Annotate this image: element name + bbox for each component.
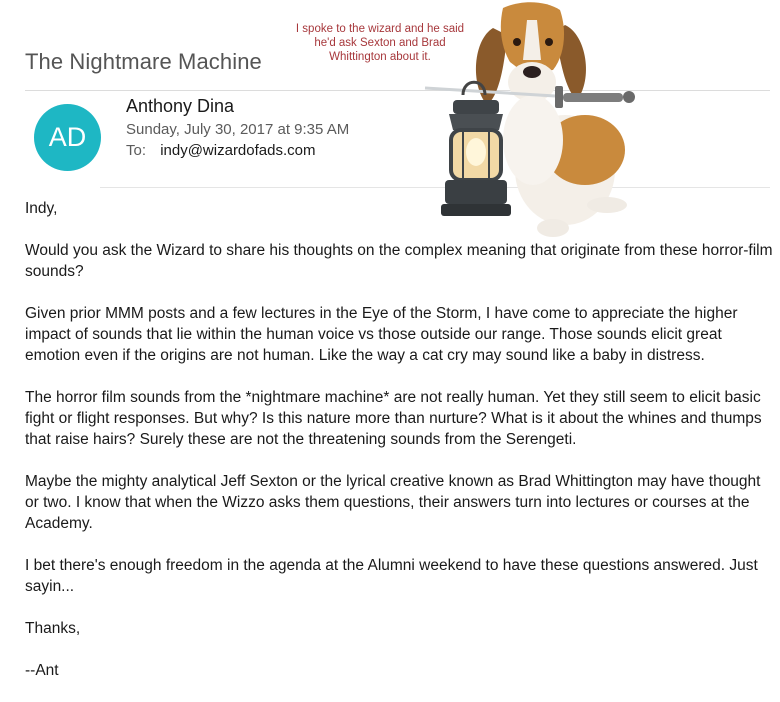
closing: Thanks, — [25, 620, 81, 637]
email-body — [25, 198, 777, 702]
body-paragraph-4: Maybe the mighty analytical Jeff Sexton or the lyrical creative known as Brad Whittington may have thought or two. I know that when the Wizzo asks them questions, their answers turn into lectures or courses at the Academy. — [25, 473, 761, 532]
email-datetime: Sunday, July 30, 2017 at 9:35 AM — [126, 121, 350, 138]
email-subject: The Nightmare Machine — [25, 49, 262, 74]
recipient-address[interactable]: indy@wizardofads.com — [160, 142, 316, 159]
signature: --Ant — [25, 662, 59, 679]
header-divider — [25, 90, 770, 91]
overlay-caption: I spoke to the wizard and he said he'd ask Sexton and Brad Whittington about it. — [295, 23, 465, 63]
avatar: AD — [34, 104, 101, 171]
greeting: Indy, — [25, 200, 58, 217]
body-paragraph-1: Would you ask the Wizard to share his thoughts on the complex meaning that originate from these horror-film sounds? — [25, 242, 773, 280]
beagle-lantern-illustration — [415, 0, 645, 245]
body-paragraph-5: I bet there's enough freedom in the agenda at the Alumni weekend to have these questions answered. Just sayin... — [25, 557, 758, 595]
sender-name: Anthony Dina — [126, 96, 235, 116]
lantern-icon — [441, 82, 511, 216]
to-label: To: — [126, 142, 147, 159]
body-paragraph-2: Given prior MMM posts and a few lectures in the Eye of the Storm, I have come to appreciate the higher impact of sounds that lie within the human voice vs those outside our range. Those sounds elicit great emotion even if the origins are not human. Like the way a cat cry may sound like a baby in distress. — [25, 305, 738, 364]
recipient-row — [126, 142, 315, 159]
body-paragraph-3: The horror film sounds from the *nightmare machine* are not really human. Yet they still seem to elicit basic fight or flight responses. But why? Is this nature more than nurture? What is it about the whines and thumps that raise hairs? Surely these are not the threatening sounds from the Serengeti. — [25, 389, 762, 448]
